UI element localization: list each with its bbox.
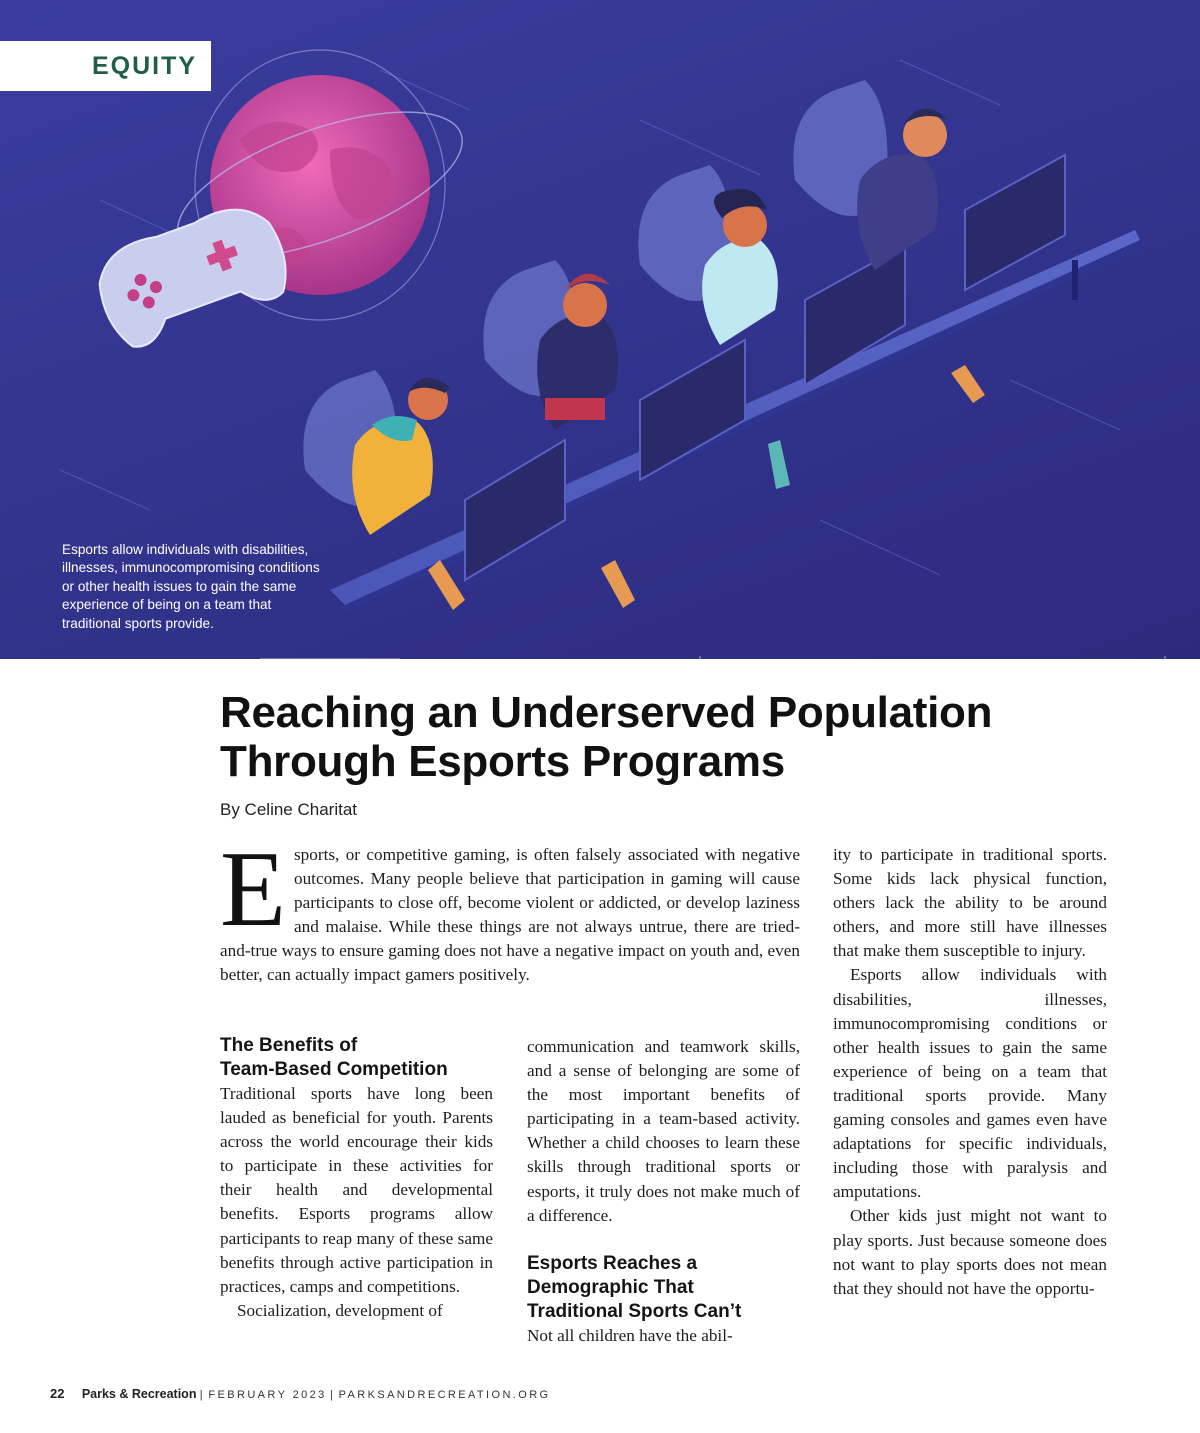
body-paragraph: Other kids just might not want to play sports. Just because someone does not want to play sports does not mean that they should not have the opportu- (833, 1206, 1107, 1298)
magazine-name: Parks & Recreation (81, 1387, 197, 1401)
body-paragraph: Traditional sports have long been lauded as beneficial for youth. Parents across the world encourage their kids to participate in these activities for their health and developmental benefits. Esports programs allow participants to reap many of these same benefits through active participation in practices, camps and competitions. (220, 1084, 493, 1296)
page-footer (50, 1386, 551, 1401)
heading-line: Team-Based Competition (220, 1059, 448, 1080)
image-caption: Esports allow individuals with disabilities, illnesses, immunocompromising conditions or other health issues to gain the same experience of being on a team that traditional sports provide. (62, 542, 320, 631)
column-left (220, 1034, 493, 1323)
body-paragraph-continued: communication and teamwork skills, and a sense of belonging are some of the most important benefits of participating in a team-based activity. Whether a child chooses to learn these skills through traditional sports or esports, it truly does not make much of a difference. (527, 1037, 800, 1225)
page-number: 22 (50, 1386, 65, 1401)
footer-separator: | (199, 1389, 206, 1401)
issue-date: FEBRUARY 2023 (208, 1389, 327, 1401)
column-middle (527, 1035, 800, 1348)
article-intro (220, 830, 800, 988)
hero-bottom-ticks (260, 656, 1165, 659)
footer-separator: | (329, 1389, 336, 1401)
intro-paragraph: sports, or competitive gaming, is often falsely associated with negative outcomes. Many people believe that participation in gaming will cause participants to close off, become violent or addicted, or develop laziness and malaise. While these things are not always untrue, there are tried-and-true ways to ensure gaming does not have a negative impact on youth and, even better, can actually impact gamers positively. (220, 845, 800, 985)
website-url: PARKSANDRECREATION.ORG (338, 1389, 551, 1401)
heading-line: Traditional Sports Can’t (527, 1300, 742, 1322)
body-paragraph: Not all children have the abil- (527, 1325, 733, 1345)
drop-cap: E (220, 830, 286, 949)
hero-illustration (0, 0, 1200, 659)
article-byline: By Celine Charitat (220, 800, 358, 819)
body-paragraph: Esports allow individuals with disabilities, illnesses, immunocompromising conditions or other health issues to gain the same experience of being on a team that traditional sports provide. Many gaming consoles and games even have adaptations for specific individuals, including those with paralysis and amputations. (833, 965, 1107, 1202)
body-paragraph-continued: ity to participate in traditional sports. Some kids lack physical function, others lack the ability to be around others, and more still have illnesses that make them susceptible to injury. (833, 845, 1107, 961)
section-heading-benefits (220, 1034, 493, 1082)
body-paragraph: Socialization, development of (237, 1300, 443, 1320)
gamer-1 (303, 370, 565, 610)
section-heading-demographic (527, 1252, 800, 1324)
heading-line: Esports Reaches a (527, 1252, 698, 1274)
heading-line: The Benefits of (220, 1035, 358, 1056)
column-right (833, 843, 1107, 1301)
heading-line: Demographic That (527, 1276, 694, 1298)
article-title: Reaching an Underserved Population Through Esports Programs (220, 688, 993, 786)
section-tag: EQUITY (0, 41, 211, 91)
gamepad-icon (87, 196, 297, 354)
